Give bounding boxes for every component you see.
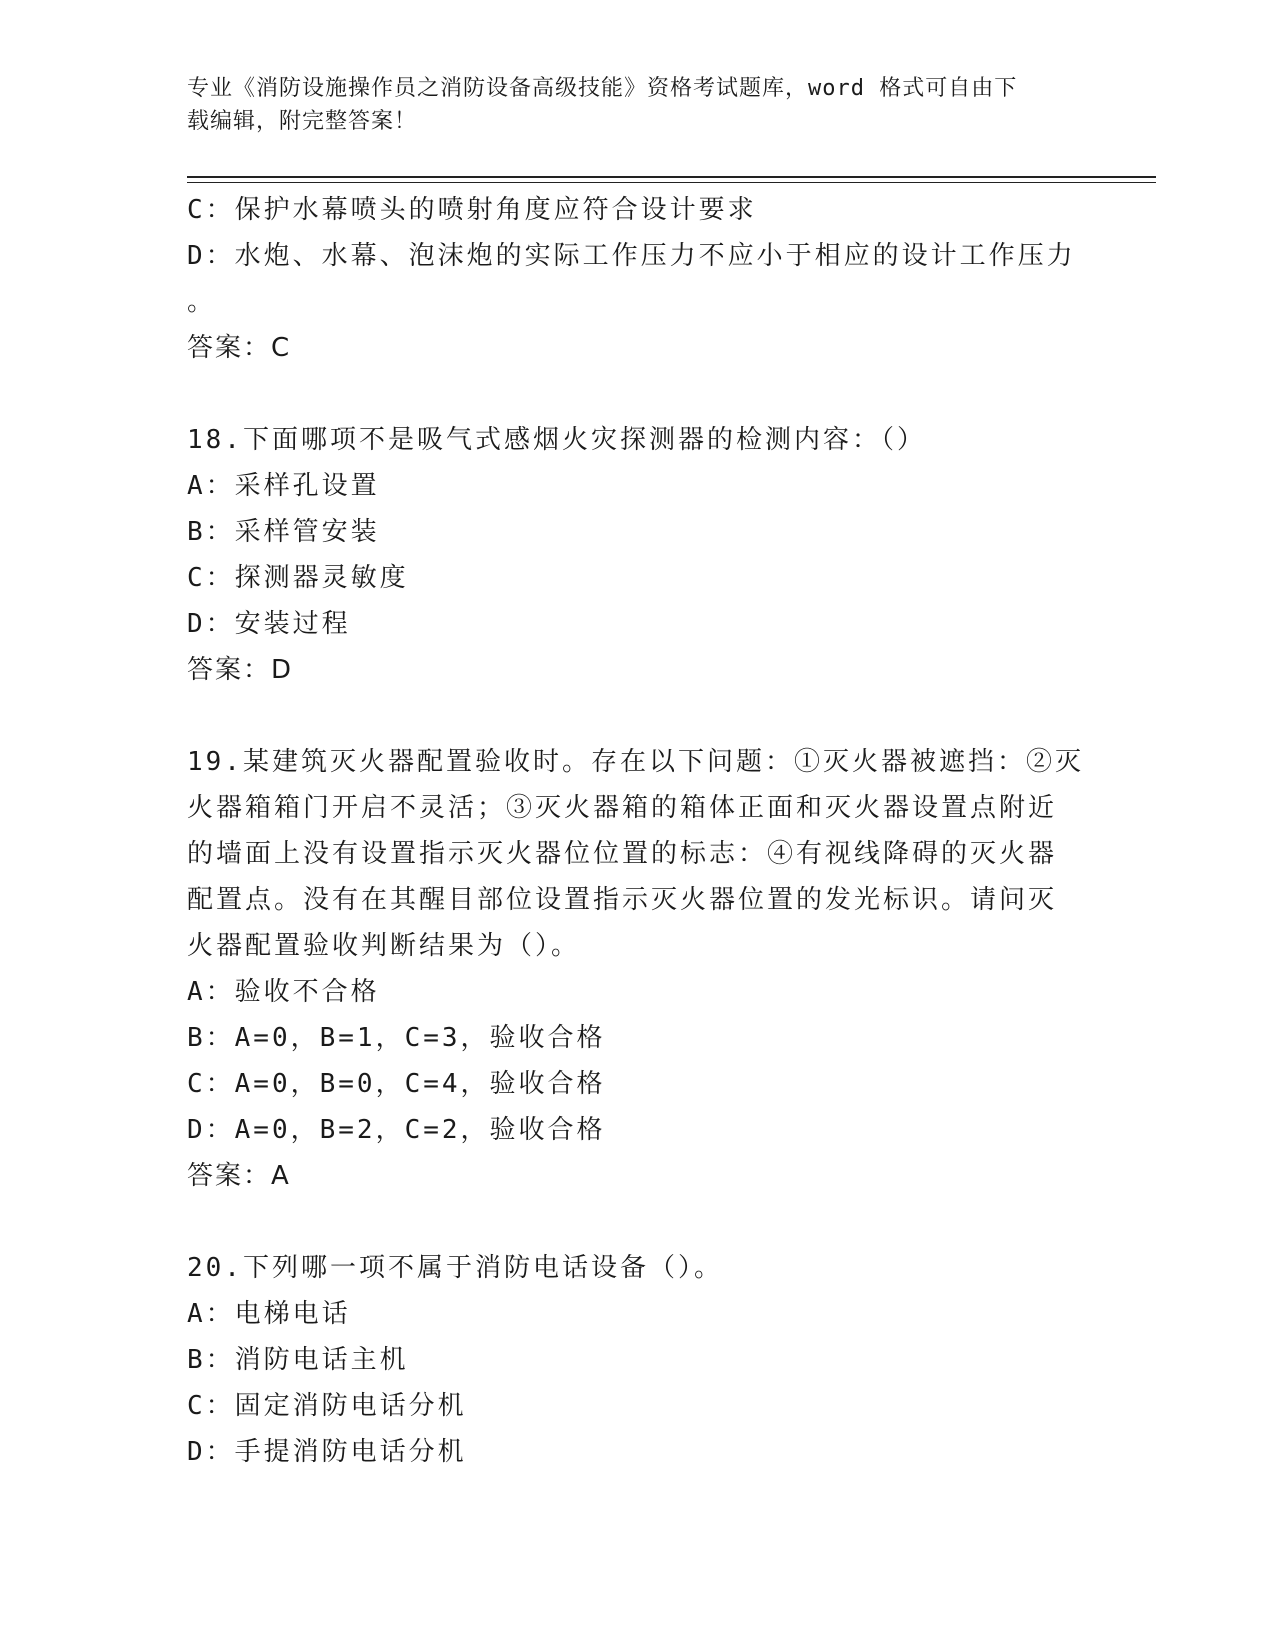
question-content	[187, 187, 1084, 1475]
q17-option-d-line-2: 。	[187, 287, 217, 317]
q20-stem: 20.下列哪一项不属于消防电话设备（）。	[187, 1253, 723, 1283]
header-line-2: 载编辑，附完整答案！	[187, 109, 418, 134]
q18-option-c: C：探测器灵敏度	[187, 563, 409, 593]
q19-option-d: D：A=0，B=2，C=2，验收合格	[187, 1115, 606, 1145]
spacer	[187, 693, 1067, 739]
q20-option-c: C：固定消防电话分机	[187, 1391, 467, 1421]
document-header	[187, 72, 1067, 138]
q19-stem-line-2: 火器箱箱门开启不灵活；③灭火器箱的箱体正面和灭火器设置点附近	[187, 793, 1058, 823]
header-rule-thick	[187, 176, 1156, 178]
header-rule-thin	[187, 182, 1156, 183]
q18-stem: 18.下面哪项不是吸气式感烟火灾探测器的检测内容：（）	[187, 425, 926, 455]
header-line-1: 专业《消防设施操作员之消防设备高级技能》资格考试题库，word 格式可自由下	[187, 76, 1018, 101]
q19-answer: 答案：A	[187, 1161, 291, 1191]
q19-option-a: A：验收不合格	[187, 977, 380, 1007]
q17-option-d-line-1: D：水炮、水幕、泡沫炮的实际工作压力不应小于相应的设计工作压力	[187, 241, 1076, 271]
q19-option-c: C：A=0，B=0，C=4，验收合格	[187, 1069, 606, 1099]
q19-stem-line-3: 的墙面上没有设置指示灭火器位位置的标志：④有视线降碍的灭火器	[187, 839, 1058, 869]
q20-option-a: A：电梯电话	[187, 1299, 351, 1329]
q20-option-d: D：手提消防电话分机	[187, 1437, 467, 1467]
q19-stem-line-4: 配置点。没有在其醒目部位设置指示灭火器位置的发光标识。请问灭	[187, 885, 1058, 915]
spacer	[187, 1199, 1067, 1245]
q19-stem-line-5: 火器配置验收判断结果为（）。	[187, 931, 581, 961]
q20-option-b: B：消防电话主机	[187, 1345, 409, 1375]
q18-option-d: D：安装过程	[187, 609, 351, 639]
q17-answer: 答案：C	[187, 333, 292, 363]
spacer	[187, 371, 1067, 417]
q18-option-a: A：采样孔设置	[187, 471, 380, 501]
q18-answer: 答案：D	[187, 655, 294, 685]
q19-option-b: B：A=0，B=1，C=3，验收合格	[187, 1023, 606, 1053]
q18-option-b: B：采样管安装	[187, 517, 380, 547]
q19-stem-line-1: 19.某建筑灭火器配置验收时。存在以下问题：①灭火器被遮挡：②灭	[187, 747, 1084, 777]
q17-option-c: C：保护水幕喷头的喷射角度应符合设计要求	[187, 195, 757, 225]
